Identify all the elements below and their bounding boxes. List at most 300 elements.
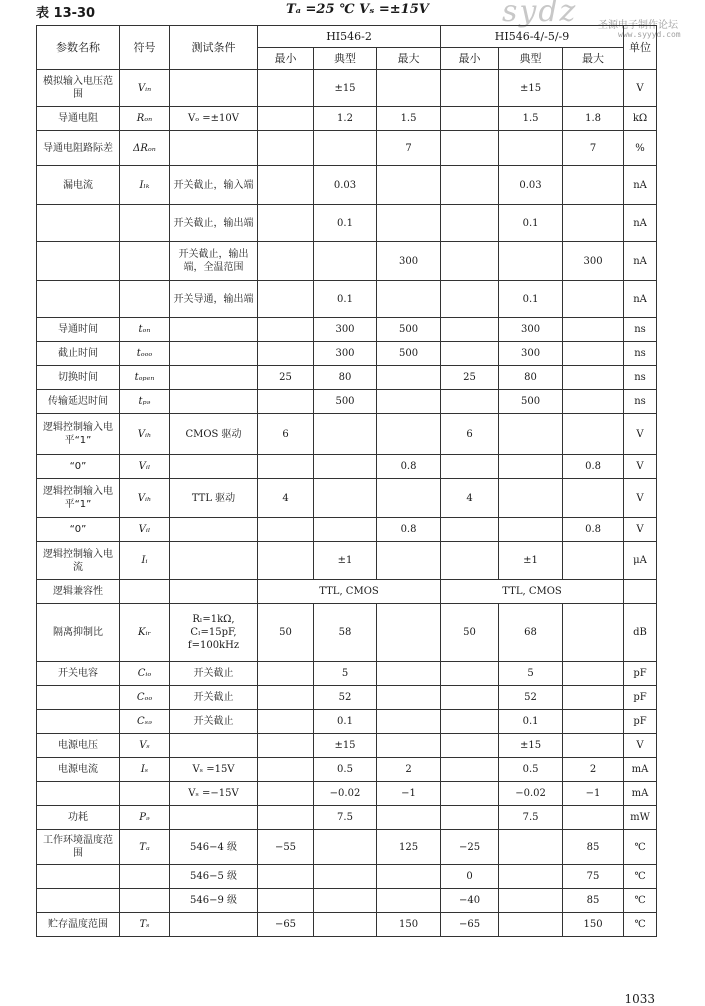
cell-b-typ: 0.1 xyxy=(499,205,563,242)
cell-unit: V xyxy=(624,734,657,758)
cell-b-max xyxy=(563,542,624,580)
cell-a-typ xyxy=(314,455,377,479)
cell-a-min xyxy=(258,889,314,913)
cell-a-max xyxy=(377,710,441,734)
cell-sym: Vᵢₗ xyxy=(120,518,170,542)
cell-name: “0” xyxy=(37,455,120,479)
cell-b-max xyxy=(563,390,624,414)
table-row xyxy=(37,318,657,342)
cell-group1-span: TTL, CMOS xyxy=(258,580,441,604)
cell-unit: V xyxy=(624,70,657,107)
cell-unit: V xyxy=(624,518,657,542)
cell-cond: 开关导通，输出端 xyxy=(170,281,258,318)
cell-a-max xyxy=(377,390,441,414)
cell-b-min xyxy=(441,242,499,281)
cell-a-typ: 0.1 xyxy=(314,205,377,242)
cell-sym xyxy=(120,281,170,318)
cell-unit: V xyxy=(624,414,657,455)
table-row xyxy=(37,414,657,455)
cell-a-typ: 5 xyxy=(314,662,377,686)
table-row xyxy=(37,342,657,366)
cell-a-typ: 0.03 xyxy=(314,166,377,205)
cell-b-min: 50 xyxy=(441,604,499,662)
cell-name: 逻辑兼容性 xyxy=(37,580,120,604)
cell-b-typ: 0.1 xyxy=(499,710,563,734)
cell-cond xyxy=(170,913,258,937)
header-min-1: 最小 xyxy=(258,48,314,70)
table-row xyxy=(37,455,657,479)
cell-cond xyxy=(170,806,258,830)
cell-sym: Iᵢ xyxy=(120,542,170,580)
header-typ-1: 典型 xyxy=(314,48,377,70)
cell-b-typ: 68 xyxy=(499,604,563,662)
table-row xyxy=(37,580,657,604)
cell-b-typ xyxy=(499,518,563,542)
cell-b-min xyxy=(441,782,499,806)
cell-b-min xyxy=(441,518,499,542)
cell-a-max xyxy=(377,205,441,242)
cell-unit: nA xyxy=(624,166,657,205)
table-row xyxy=(37,166,657,205)
cell-name xyxy=(37,710,120,734)
cell-a-max xyxy=(377,662,441,686)
header-min-2: 最小 xyxy=(441,48,499,70)
cell-cond: 开关截止 xyxy=(170,710,258,734)
cell-cond xyxy=(170,390,258,414)
cell-b-max: 0.8 xyxy=(563,518,624,542)
cell-a-typ: 58 xyxy=(314,604,377,662)
spec-table-body xyxy=(37,70,657,937)
table-row xyxy=(37,782,657,806)
cell-b-min xyxy=(441,70,499,107)
cell-b-max: 7 xyxy=(563,131,624,166)
cell-b-typ: ±15 xyxy=(499,734,563,758)
cell-cond: Vₛ =−15V xyxy=(170,782,258,806)
cell-a-typ: 300 xyxy=(314,318,377,342)
cell-b-min: 6 xyxy=(441,414,499,455)
cell-unit: pF xyxy=(624,662,657,686)
cell-b-min xyxy=(441,662,499,686)
cell-b-min: −65 xyxy=(441,913,499,937)
table-row xyxy=(37,734,657,758)
table-row xyxy=(37,662,657,686)
watermark-logo: sydz xyxy=(502,0,578,29)
cell-b-min xyxy=(441,131,499,166)
cell-unit: ℃ xyxy=(624,889,657,913)
table-row xyxy=(37,830,657,865)
cell-sym: Pₔ xyxy=(120,806,170,830)
cell-a-typ: 1.2 xyxy=(314,107,377,131)
cell-cond: 开关截止，输入端 xyxy=(170,166,258,205)
cell-name: 逻辑控制输入电流 xyxy=(37,542,120,580)
cell-a-typ xyxy=(314,913,377,937)
cell-b-min xyxy=(441,205,499,242)
cell-name: 逻辑控制输入电平“1” xyxy=(37,479,120,518)
cell-b-typ xyxy=(499,242,563,281)
cell-sym: tₒₙ xyxy=(120,318,170,342)
cell-b-min xyxy=(441,806,499,830)
cell-cond: Rₗ=1kΩ, Cₗ=15pF, f=100kHz xyxy=(170,604,258,662)
cell-sym: Vᵢₙ xyxy=(120,70,170,107)
cell-a-max xyxy=(377,686,441,710)
cell-a-max: 300 xyxy=(377,242,441,281)
cell-b-typ: 0.03 xyxy=(499,166,563,205)
cell-b-min xyxy=(441,734,499,758)
cell-b-max xyxy=(563,70,624,107)
cell-b-min xyxy=(441,455,499,479)
cell-name xyxy=(37,865,120,889)
cell-b-typ: 7.5 xyxy=(499,806,563,830)
watermark-forum: 圣源电子制作论坛 xyxy=(598,20,678,31)
header-typ-2: 典型 xyxy=(499,48,563,70)
table-row xyxy=(37,366,657,390)
cell-a-min xyxy=(258,455,314,479)
table-row xyxy=(37,686,657,710)
cell-a-min xyxy=(258,390,314,414)
cell-cond xyxy=(170,366,258,390)
cell-a-typ xyxy=(314,131,377,166)
cell-b-min xyxy=(441,318,499,342)
cell-cond xyxy=(170,131,258,166)
cell-a-min xyxy=(258,758,314,782)
cell-name xyxy=(37,205,120,242)
cell-b-typ: 0.5 xyxy=(499,758,563,782)
cell-a-min xyxy=(258,865,314,889)
cell-unit: kΩ xyxy=(624,107,657,131)
cell-name xyxy=(37,281,120,318)
table-row xyxy=(37,242,657,281)
header-unit: 单位 xyxy=(624,26,657,70)
cell-b-min xyxy=(441,342,499,366)
table-row xyxy=(37,889,657,913)
cell-a-typ xyxy=(314,414,377,455)
cell-sym: ΔRₒₙ xyxy=(120,131,170,166)
cell-cond: 开关截止，输出端 xyxy=(170,205,258,242)
cell-a-max xyxy=(377,366,441,390)
cell-a-max xyxy=(377,604,441,662)
cell-unit: ℃ xyxy=(624,830,657,865)
cell-sym xyxy=(120,782,170,806)
cell-name: 漏电流 xyxy=(37,166,120,205)
cell-b-max xyxy=(563,479,624,518)
cell-name: 切换时间 xyxy=(37,366,120,390)
cell-b-min xyxy=(441,390,499,414)
cell-b-min: −25 xyxy=(441,830,499,865)
cell-a-min xyxy=(258,710,314,734)
table-row xyxy=(37,542,657,580)
cell-a-typ: 0.1 xyxy=(314,281,377,318)
header-group-2: HI546-4/-5/-9 xyxy=(441,26,624,48)
cell-a-min: −55 xyxy=(258,830,314,865)
cell-sym: Vᵢₕ xyxy=(120,479,170,518)
cell-name: 贮存温度范围 xyxy=(37,913,120,937)
cell-b-typ: −0.02 xyxy=(499,782,563,806)
cell-unit xyxy=(624,580,657,604)
cell-cond: Vₒ =±10V xyxy=(170,107,258,131)
table-row xyxy=(37,518,657,542)
cell-unit: nA xyxy=(624,242,657,281)
cell-b-max: 300 xyxy=(563,242,624,281)
cell-a-max xyxy=(377,70,441,107)
test-conditions: Tₐ =25 ℃ Vₛ =±15V xyxy=(286,2,429,17)
cell-cond xyxy=(170,734,258,758)
cell-b-max: 1.8 xyxy=(563,107,624,131)
cell-a-max: 0.8 xyxy=(377,455,441,479)
cell-sym xyxy=(120,865,170,889)
cell-a-typ: ±15 xyxy=(314,70,377,107)
cell-b-typ: 5 xyxy=(499,662,563,686)
cell-unit: % xyxy=(624,131,657,166)
cell-cond xyxy=(170,70,258,107)
cell-a-max xyxy=(377,889,441,913)
cell-a-typ: 52 xyxy=(314,686,377,710)
cell-b-typ xyxy=(499,889,563,913)
cell-b-typ: 500 xyxy=(499,390,563,414)
cell-sym: Tₛ xyxy=(120,913,170,937)
header-max-1: 最大 xyxy=(377,48,441,70)
cell-b-typ: 1.5 xyxy=(499,107,563,131)
cell-name: 隔离抑制比 xyxy=(37,604,120,662)
cell-a-min xyxy=(258,518,314,542)
cell-a-typ xyxy=(314,518,377,542)
cell-a-max xyxy=(377,734,441,758)
cell-a-min xyxy=(258,107,314,131)
table-row xyxy=(37,281,657,318)
cell-sym: Rₒₙ xyxy=(120,107,170,131)
table-row xyxy=(37,710,657,734)
cell-a-min: 6 xyxy=(258,414,314,455)
cell-cond: 546−9 级 xyxy=(170,889,258,913)
cell-b-typ: 300 xyxy=(499,342,563,366)
cell-sym: tₒₒₒ xyxy=(120,342,170,366)
cell-b-min xyxy=(441,542,499,580)
cell-unit: μA xyxy=(624,542,657,580)
table-row xyxy=(37,479,657,518)
cell-name: 导通电阻 xyxy=(37,107,120,131)
cell-unit: ns xyxy=(624,318,657,342)
cell-name: 逻辑控制输入电平“1” xyxy=(37,414,120,455)
cell-b-min: 25 xyxy=(441,366,499,390)
cell-a-max: 7 xyxy=(377,131,441,166)
cell-b-min xyxy=(441,166,499,205)
cell-b-typ xyxy=(499,131,563,166)
cell-a-min xyxy=(258,342,314,366)
table-row xyxy=(37,70,657,107)
cell-b-max: 85 xyxy=(563,830,624,865)
cell-b-max: 75 xyxy=(563,865,624,889)
cell-cond: Vₛ =15V xyxy=(170,758,258,782)
cell-name xyxy=(37,889,120,913)
cell-a-min xyxy=(258,542,314,580)
cell-a-max: 125 xyxy=(377,830,441,865)
cell-name: 截止时间 xyxy=(37,342,120,366)
page-number: 1033 xyxy=(624,992,655,1006)
cell-a-min xyxy=(258,686,314,710)
cell-sym xyxy=(120,889,170,913)
cell-a-min xyxy=(258,205,314,242)
cell-a-typ: ±15 xyxy=(314,734,377,758)
cell-b-typ xyxy=(499,865,563,889)
cell-name xyxy=(37,782,120,806)
header-condition: 测试条件 xyxy=(170,26,258,70)
cell-b-min xyxy=(441,281,499,318)
cell-a-typ: 80 xyxy=(314,366,377,390)
cell-a-typ: ±1 xyxy=(314,542,377,580)
cell-cond xyxy=(170,518,258,542)
cell-a-max: 500 xyxy=(377,342,441,366)
cell-sym: Vₛ xyxy=(120,734,170,758)
cell-b-typ: 52 xyxy=(499,686,563,710)
table-row xyxy=(37,913,657,937)
cell-cond: 开关截止 xyxy=(170,686,258,710)
cell-unit: ℃ xyxy=(624,865,657,889)
cell-sym: Cᵢₒ xyxy=(120,662,170,686)
table-row xyxy=(37,205,657,242)
cell-unit: mA xyxy=(624,758,657,782)
cell-name: 电源电流 xyxy=(37,758,120,782)
cell-b-min: 0 xyxy=(441,865,499,889)
cell-sym: Cₛₔ xyxy=(120,710,170,734)
cell-cond xyxy=(170,342,258,366)
cell-a-min xyxy=(258,166,314,205)
cell-cond: 开关截止，输出端，全温范围 xyxy=(170,242,258,281)
cell-a-typ xyxy=(314,242,377,281)
cell-a-typ: 0.1 xyxy=(314,710,377,734)
cell-b-min xyxy=(441,107,499,131)
cell-a-max: 1.5 xyxy=(377,107,441,131)
cell-b-typ xyxy=(499,830,563,865)
cell-unit: ns xyxy=(624,342,657,366)
cell-cond xyxy=(170,542,258,580)
cell-a-min xyxy=(258,782,314,806)
table-row xyxy=(37,758,657,782)
cell-unit: V xyxy=(624,455,657,479)
cell-a-max xyxy=(377,806,441,830)
cell-a-min: 50 xyxy=(258,604,314,662)
cell-b-max xyxy=(563,710,624,734)
cell-sym: Cₒₒ xyxy=(120,686,170,710)
cell-a-min xyxy=(258,662,314,686)
cell-b-max xyxy=(563,366,624,390)
cell-b-typ: ±15 xyxy=(499,70,563,107)
cell-b-min xyxy=(441,758,499,782)
header-symbol: 符号 xyxy=(120,26,170,70)
cell-a-min: 25 xyxy=(258,366,314,390)
cell-b-max: 2 xyxy=(563,758,624,782)
cell-b-typ xyxy=(499,479,563,518)
table-row xyxy=(37,107,657,131)
table-number: 表 13-30 xyxy=(36,6,96,21)
cell-sym xyxy=(120,242,170,281)
cell-a-min xyxy=(258,734,314,758)
cell-a-max xyxy=(377,865,441,889)
cell-b-max xyxy=(563,342,624,366)
cell-name: 功耗 xyxy=(37,806,120,830)
cell-b-typ xyxy=(499,455,563,479)
cell-a-max xyxy=(377,166,441,205)
cell-b-typ: 0.1 xyxy=(499,281,563,318)
cell-sym: Vᵢₕ xyxy=(120,414,170,455)
cell-a-typ: −0.02 xyxy=(314,782,377,806)
spec-table xyxy=(36,25,657,937)
cell-a-min xyxy=(258,70,314,107)
table-row xyxy=(37,604,657,662)
cell-b-max: 0.8 xyxy=(563,455,624,479)
table-row xyxy=(37,390,657,414)
cell-cond: 546−5 级 xyxy=(170,865,258,889)
cell-b-typ xyxy=(499,414,563,455)
cell-name: 传输延迟时间 xyxy=(37,390,120,414)
cell-name xyxy=(37,242,120,281)
cell-b-max xyxy=(563,318,624,342)
cell-b-max xyxy=(563,281,624,318)
cell-sym: tₒₚₑₙ xyxy=(120,366,170,390)
cell-cond xyxy=(170,318,258,342)
cell-a-max xyxy=(377,542,441,580)
cell-name xyxy=(37,686,120,710)
cell-b-min xyxy=(441,686,499,710)
table-row xyxy=(37,806,657,830)
cell-a-max: 2 xyxy=(377,758,441,782)
cell-sym: Kᵢᵣ xyxy=(120,604,170,662)
cell-sym: Iₗₖ xyxy=(120,166,170,205)
cell-group2-span: TTL, CMOS xyxy=(441,580,624,604)
cell-a-max: 0.8 xyxy=(377,518,441,542)
cell-b-max: 150 xyxy=(563,913,624,937)
cell-a-max xyxy=(377,414,441,455)
cell-unit: dB xyxy=(624,604,657,662)
cell-unit: pF xyxy=(624,686,657,710)
cell-unit: ns xyxy=(624,366,657,390)
cell-name: 模拟输入电压范围 xyxy=(37,70,120,107)
cell-b-max xyxy=(563,734,624,758)
cell-name: 导通时间 xyxy=(37,318,120,342)
cell-a-typ xyxy=(314,479,377,518)
cell-sym: Tₐ xyxy=(120,830,170,865)
cell-symbol xyxy=(120,580,170,604)
cell-unit: V xyxy=(624,479,657,518)
cell-sym: tₚₔ xyxy=(120,390,170,414)
cell-a-min xyxy=(258,281,314,318)
cell-a-typ: 7.5 xyxy=(314,806,377,830)
cell-b-max xyxy=(563,205,624,242)
cell-cond: CMOS 驱动 xyxy=(170,414,258,455)
cell-a-max: 150 xyxy=(377,913,441,937)
cell-unit: nA xyxy=(624,205,657,242)
cell-a-min xyxy=(258,242,314,281)
cell-unit: ℃ xyxy=(624,913,657,937)
cell-b-typ: 300 xyxy=(499,318,563,342)
cell-a-min: 4 xyxy=(258,479,314,518)
header-group-1: HI546-2 xyxy=(258,26,441,48)
cell-a-min: −65 xyxy=(258,913,314,937)
cell-sym xyxy=(120,205,170,242)
cell-cond: TTL 驱动 xyxy=(170,479,258,518)
cell-unit: mA xyxy=(624,782,657,806)
table-row xyxy=(37,131,657,166)
cell-unit: ns xyxy=(624,390,657,414)
cell-a-typ: 300 xyxy=(314,342,377,366)
cell-condition xyxy=(170,580,258,604)
cell-a-max: −1 xyxy=(377,782,441,806)
cell-b-max: −1 xyxy=(563,782,624,806)
cell-b-max xyxy=(563,414,624,455)
cell-b-max xyxy=(563,662,624,686)
cell-b-max xyxy=(563,166,624,205)
cell-b-max xyxy=(563,806,624,830)
cell-b-max xyxy=(563,604,624,662)
cell-b-max: 85 xyxy=(563,889,624,913)
